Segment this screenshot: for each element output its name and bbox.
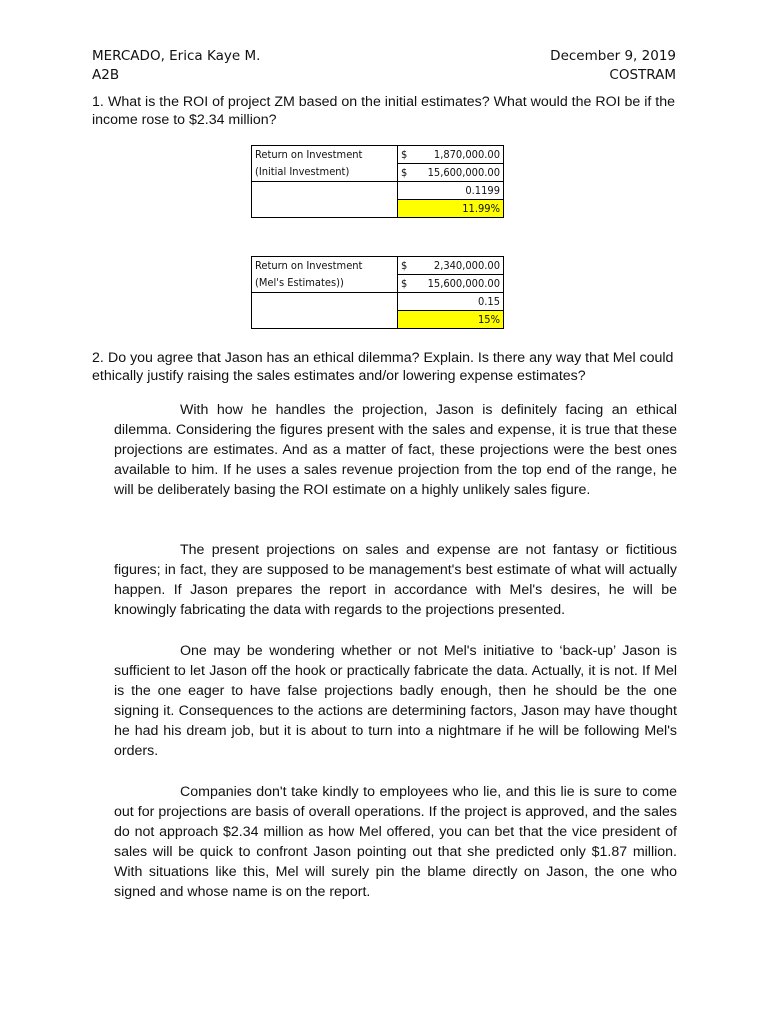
answer-paragraph-2 <box>114 540 677 620</box>
roi-table-mel <box>251 256 504 329</box>
investment-value: 15,600,000.00 <box>427 276 500 290</box>
empty-cell <box>252 182 398 200</box>
course: COSTRAM <box>609 67 676 83</box>
investment-cell <box>398 164 504 182</box>
table-sublabel: (Initial Investment) <box>252 164 398 182</box>
empty-cell <box>252 200 398 218</box>
question-2-number: 2. <box>92 350 104 366</box>
answer-paragraph-3 <box>114 641 677 761</box>
question-1-number: 1. <box>92 94 104 110</box>
header-left <box>92 47 260 85</box>
roi-table-initial <box>251 145 504 218</box>
empty-cell <box>252 311 398 329</box>
ratio-value: 0.15 <box>398 293 504 311</box>
percent-value: 15% <box>398 311 504 329</box>
question-1-text: What is the ROI of project ZM based on the initial estimates? What would the ROI be if the income rose to $2.34 million? <box>92 94 675 128</box>
currency-symbol: $ <box>401 276 408 290</box>
income-value: 2,340,000.00 <box>433 258 500 272</box>
currency-symbol: $ <box>401 147 408 161</box>
student-name: MERCADO, Erica Kaye M. <box>92 48 261 64</box>
header-right <box>550 47 676 85</box>
table-label: Return on Investment <box>252 257 398 275</box>
income-cell <box>398 146 504 164</box>
date: December 9, 2019 <box>550 48 676 64</box>
answer-text: Companies don't take kindly to employees who lie, and this lie is sure to come out for projections are basis of overall operations. If the project is approved, and the sales do not approach $2.34 million as how Mel offered, you can bet that the vice president of sales will be quick to confront Jason pointing out that she predicted only $1.87 million. With situations like this, Mel will surely pin the blame directly on Jason, the one who signed and whose name is on the report. <box>114 784 677 900</box>
investment-cell <box>398 275 504 293</box>
percent-value: 11.99% <box>398 200 504 218</box>
table-sublabel: (Mel's Estimates)) <box>252 275 398 293</box>
income-cell <box>398 257 504 275</box>
answer-paragraph-4 <box>114 782 677 902</box>
table-label: Return on Investment <box>252 146 398 164</box>
section: A2B <box>92 67 120 83</box>
currency-symbol: $ <box>401 165 408 179</box>
answer-paragraph-1 <box>114 400 677 500</box>
empty-cell <box>252 293 398 311</box>
income-value: 1,870,000.00 <box>433 147 500 161</box>
question-1 <box>92 93 682 129</box>
investment-value: 15,600,000.00 <box>427 165 500 179</box>
currency-symbol: $ <box>401 258 408 272</box>
answer-text: With how he handles the projection, Jason is definitely facing an ethical dilemma. Considering the figures present with the sales and expense, it is true that these projections are estimates. And as a matter of fact, these projections were the best ones available to him. If he uses a sales revenue projection from the top end of the range, he will be deliberately basing the ROI estimate on a highly unlikely sales figure. <box>114 402 677 498</box>
answer-text: The present projections on sales and expense are not fantasy or fictitious figures; in fact, they are supposed to be management's best estimate of what will actually happen. If Jason prepares the report in accordance with Mel's desires, he will be knowingly fabricating the data with regards to the projections presented. <box>114 542 677 618</box>
question-2 <box>92 349 682 385</box>
answer-text: One may be wondering whether or not Mel's initiative to ‘back-up’ Jason is sufficient to let Jason off the hook or practically fabricate the data. Actually, it is not. If Mel is the one eager to have false projections badly enough, then he should be the one signing it. Consequences to the actions are determining factors, Jason may have thought he had his dream job, but it is about to turn into a nightmare if he will be following Mel's orders. <box>114 643 677 759</box>
question-2-text: Do you agree that Jason has an ethical dilemma? Explain. Is there any way that Mel could ethically justify raising the sales estimates and/or lowering expense estimates? <box>92 350 674 384</box>
ratio-value: 0.1199 <box>398 182 504 200</box>
